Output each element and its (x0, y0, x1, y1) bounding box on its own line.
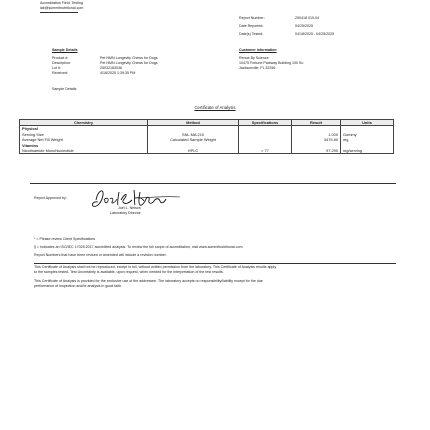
dates-tested-label: Date(s) Tested: (239, 32, 264, 36)
col-header-result: Result (292, 120, 341, 126)
disclaimer-line1: This Certificate of Analysis shall not be reproduced, except in full, without written permission from the laboratory. This Certificate of Analysis results apply (34, 265, 277, 269)
section-name: Vitamins (20, 143, 148, 148)
note-revision: Report Numbers that have been revised or amended will include a revision number. (34, 253, 167, 257)
sample-notes-label: Sample Details: (52, 87, 78, 91)
notes-rule (34, 263, 396, 264)
dates-tested: 04/18/2025 - 04/25/2025 (295, 32, 335, 36)
sample-details-heading: Sample Details (52, 48, 78, 52)
approver-name: Joel L. Nelson (118, 206, 141, 210)
report-number-label: Report Number: (239, 16, 265, 20)
lab-email: lab@summitnutritional.com (40, 6, 84, 10)
date-reported: 04/25/2025 (295, 24, 313, 28)
date-reported-label: Date Reported: (239, 24, 264, 28)
col-header-units: Units (341, 120, 394, 126)
results-table (19, 119, 394, 154)
note-accreditation: § = Indicates an ISO/IEC 17025:2017 accredited analysis. To review the full scope of accreditation, visit www.summitnutritional.com (34, 245, 243, 249)
accreditation-field: Accreditation Field: Testing (40, 1, 83, 5)
analyte-cell: Average Net Fill Weight (20, 137, 148, 142)
disclaimer-line2: to the samples tested. Test Uncertainty is available, upon request, when needed for the interpretation of the test results. (34, 270, 224, 274)
customer-address-line2: Jacksonville, FL 32256 (239, 66, 276, 70)
spec-cell: > 77 (239, 148, 292, 154)
units-cell: mg/serving (341, 148, 394, 154)
description-value: Pet NMN Longevity Chews for Dogs (100, 61, 158, 65)
report-number: 250418 019-04 (295, 16, 320, 20)
approved-by-label: Report Approved by: (34, 196, 67, 200)
result-cell: 3475.80 (292, 137, 341, 142)
method-cell: HPLC (148, 148, 239, 154)
table-row (20, 148, 394, 154)
method-cell: SNL.MA.210 (148, 132, 239, 137)
lot-label: Lot #: (52, 66, 61, 70)
section-name: Physical (20, 126, 148, 132)
analyte-cell: Nicotinamide MonoNucleotide (20, 148, 148, 154)
coa-title: Certificate of Analysis (194, 105, 236, 110)
table-bottom-rule (30, 183, 396, 184)
col-header-method: Method (148, 120, 239, 126)
product-value: Pet NMN Longevity Chews for Dogs (100, 56, 158, 60)
product-label: Product #: (52, 56, 69, 60)
col-header-chemistry: Chemistry (20, 120, 148, 126)
customer-address-line1: 10475 Fortune Parkway Building 100 Su (239, 61, 304, 65)
col-header-specifications: Specifications (239, 120, 292, 126)
customer-heading: Customer Information (239, 48, 277, 52)
units-cell: Gummy (341, 132, 394, 137)
analyte-cell: Serving Size (20, 132, 148, 137)
disclaimer-line3: This Certificate of Analysis is provided for the exclusive use of the addressee. The laboratory accepts no responsibility/liability except for the due (34, 279, 263, 283)
approver-title: Laboratory Director (110, 211, 141, 215)
header-underline (40, 12, 78, 13)
description-label: Description: (52, 61, 71, 65)
note-client-specs: * = Please review Client Specifications (34, 237, 96, 241)
disclaimer-line4: performance of inspection and/or analysis in good faith. (34, 284, 123, 288)
received-value: 4/18/2025 1:39:35 PM (100, 71, 136, 75)
customer-name: Renue By Science (239, 56, 269, 60)
method-cell: Calculated Sample Weight (148, 137, 239, 142)
lot-value: 25032183036 (100, 66, 122, 70)
result-cell: 1.000 (292, 132, 341, 137)
received-label: Received: (52, 71, 68, 75)
units-cell: mg (341, 137, 394, 142)
result-cell: 97.290 (292, 148, 341, 154)
